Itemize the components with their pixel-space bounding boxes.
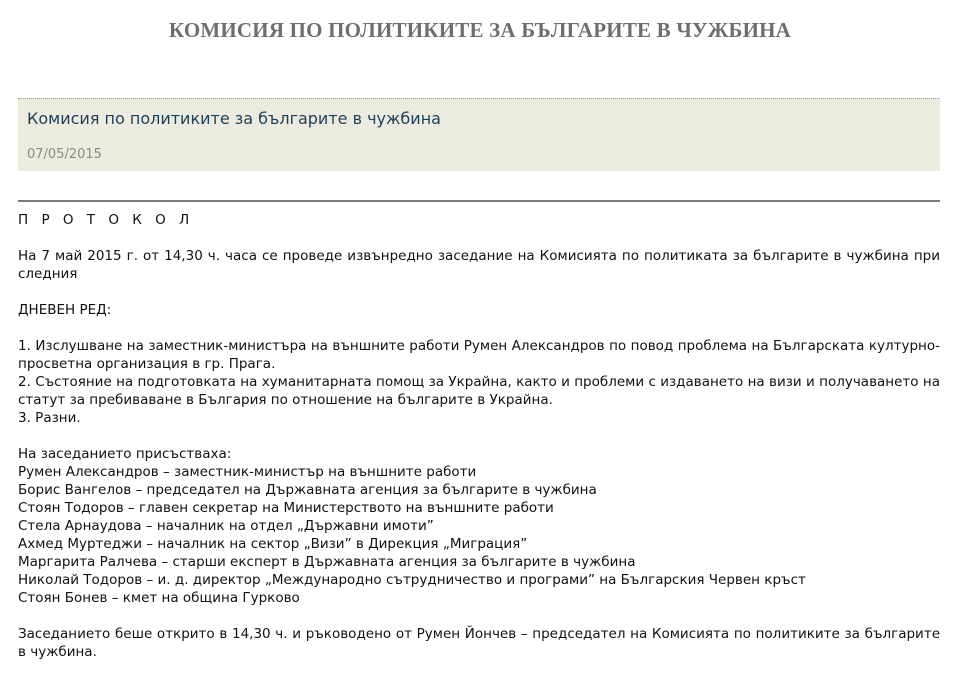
closing-paragraph: Заседанието беше открито в 14,30 ч. и ръководено от Румен Йончев – председател на Комисията по политиките за българите в чужбина.: [18, 626, 940, 660]
protocol-heading: П Р О Т О К О Л: [18, 212, 194, 228]
attendee-item: Маргарита Ралчева – старши експерт в Държавната агенция за българите в чужбина: [18, 554, 636, 570]
attendee-item: Ахмед Муртеджи – началник на сектор „Визи” в Дирекция „Миграция”: [18, 536, 528, 552]
article-date: 07/05/2015: [27, 147, 102, 162]
attendee-item: Борис Вангелов – председател на Държавната агенция за българите в чужбина: [18, 482, 597, 498]
content-divider: [18, 200, 940, 202]
attendee-item: Румен Александров – заместник-министър на външните работи: [18, 464, 477, 480]
intro-paragraph: На 7 май 2015 г. от 14,30 ч. часа се проведе извънредно заседание на Комисията по политиката за българите в чужбина при следния: [18, 248, 940, 282]
site-title: КОМИСИЯ ПО ПОЛИТИКИТЕ ЗА БЪЛГАРИТЕ В ЧУЖБИНА: [168, 18, 792, 42]
agenda-item: 2. Състояние на подготовката на хуманитарната помощ за Украйна, както и проблеми с издаването на визи и получаването на статут за пребиваване в България по отношение на българите в Украйна.: [18, 374, 940, 408]
article-header: [18, 98, 940, 171]
agenda-item: 3. Разни.: [18, 410, 81, 426]
article-title[interactable]: Комисия по политиките за българите в чужбина: [27, 109, 441, 128]
article-body: [18, 211, 940, 661]
attendee-item: Николай Тодоров – и. д. директор „Международно сътрудничество и програми” на Българския Червен кръст: [18, 572, 806, 588]
agenda-title: ДНЕВЕН РЕД:: [18, 302, 112, 318]
attendee-item: Стоян Тодоров – главен секретар на Министерството на външните работи: [18, 500, 554, 516]
agenda-item: 1. Изслушване на заместник-министъра на външните работи Румен Александров по повод проблема на Българската културно-просветна организация в гр. Прага.: [18, 338, 940, 372]
attendee-item: Стела Арнаудова – началник на отдел „Държавни имоти”: [18, 518, 434, 534]
attendees-title: На заседанието присъстваха:: [18, 446, 232, 462]
attendee-item: Стоян Бонев – кмет на община Гурково: [18, 590, 300, 606]
